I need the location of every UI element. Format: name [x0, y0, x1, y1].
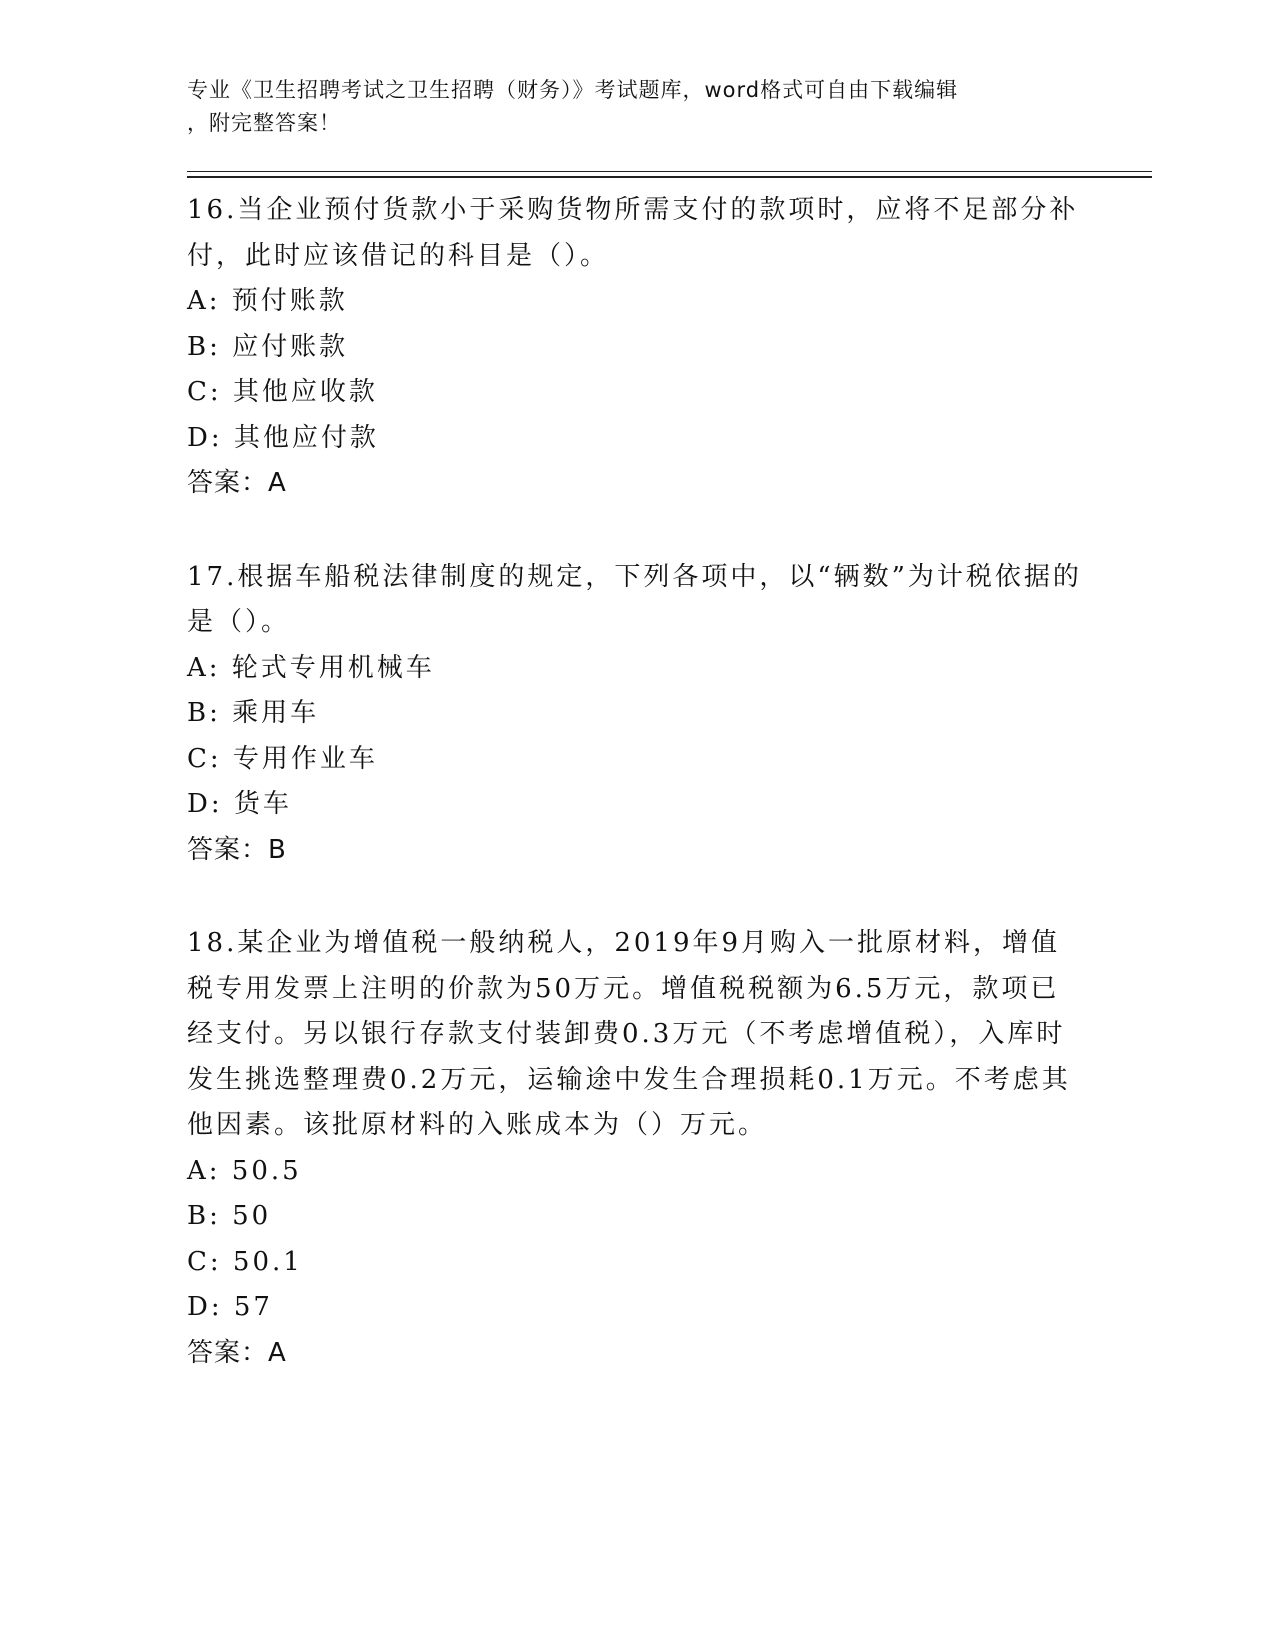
option-a: A: 预付账款	[187, 286, 348, 316]
option-a: A: 50.5	[187, 1155, 302, 1186]
answer-line: 答案：A	[187, 1337, 287, 1368]
option-d: D: 其他应付款	[187, 422, 379, 453]
header-divider-top	[187, 171, 1152, 172]
document-header: 专业《卫生招聘考试之卫生招聘（财务）》考试题库，word格式可自由下载编辑 ，附完整答案！	[187, 78, 959, 135]
question-text: 16.当企业预付货款小于采购货物所需支付的款项时，应将不足部分补付，此时应该借记的科目是（）。	[187, 195, 1079, 271]
answer-line: 答案：A	[187, 468, 287, 498]
option-c: C: 50.1	[187, 1246, 303, 1277]
option-d: D: 货车	[187, 789, 292, 819]
option-b: B: 应付账款	[187, 331, 349, 362]
option-b: B: 50	[187, 1201, 272, 1231]
question-text: 17.根据车船税法律制度的规定，下列各项中，以“辆数”为计税依据的是（）。	[187, 561, 1082, 637]
header-divider-bottom	[187, 176, 1152, 178]
question-list	[187, 188, 1087, 1424]
question-text: 18.某企业为增值税一般纳税人，2019年9月购入一批原材料，增值税专用发票上注明的价款为50万元。增值税税额为6.5万元，款项已经支付。另以银行存款支付装卸费0.3万元（不考虑增值税），入库时发生挑选整理费0.2万元，运输途中发生合理损耗0.1万元。不考虑其他因素。该批原材料的入账成本为（）万元。	[187, 928, 1071, 1140]
option-c: C: 其他应收款	[187, 377, 378, 407]
answer-line: 答案：B	[187, 834, 287, 865]
question-16	[187, 188, 1087, 507]
option-c: C: 专用作业车	[187, 743, 378, 774]
option-b: B: 乘用车	[187, 698, 320, 728]
question-18	[187, 921, 1087, 1376]
question-17	[187, 555, 1087, 874]
option-d: D: 57	[187, 1292, 273, 1322]
option-a: A: 轮式专用机械车	[187, 652, 435, 683]
